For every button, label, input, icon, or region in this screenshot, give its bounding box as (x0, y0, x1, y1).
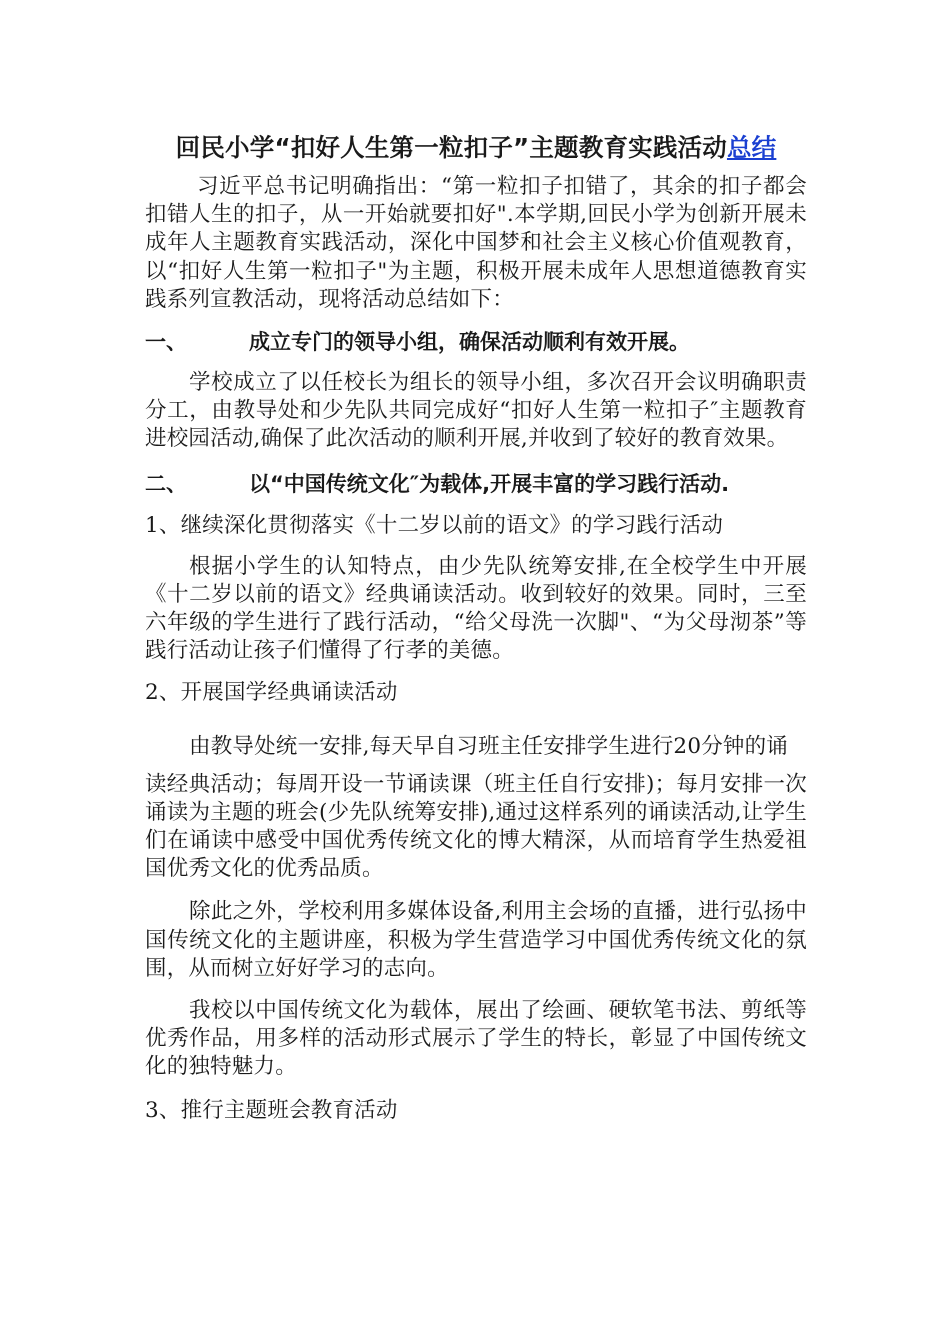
section-1-paragraph: 学校成立了以任校长为组长的领导小组，多次召开会议明确职责分工，由教导处和少先队共同完成好“扣好人生第一粒扣子″主题教育进校园活动,确保了此次活动的顺利开展,并收到了较好的教育效果。 (145, 370, 807, 452)
section-2-heading (145, 470, 807, 498)
title-link[interactable]: 总结 (726, 133, 777, 162)
section-2-title: 以“中国传统文化″为载体,开展丰富的学习践行活动. (249, 471, 730, 496)
subsection-1-heading: 1、继续深化贯彻落实《十二岁以前的语文》的学习践行活动 (145, 512, 724, 538)
document-title (105, 128, 847, 168)
section-2-number: 二、 (145, 471, 187, 496)
section-1-number: 一、 (145, 330, 187, 355)
subsection-2-paragraph-3: 我校以中国传统文化为载体，展出了绘画、硬软笔书法、剪纸等优秀作品，用多样的活动形式展示了学生的特长，彰显了中国传统文化的独特魅力。 (145, 998, 807, 1080)
subsection-3-heading: 3、推行主题班会教育活动 (145, 1097, 398, 1123)
subsection-2-heading: 2、开展国学经典诵读活动 (145, 680, 398, 706)
title-text: 回民小学“扣好人生第一粒扣子”主题教育实践活动 (175, 133, 727, 162)
section-1-title: 成立专门的领导小组，确保活动顺利有效开展。 (249, 330, 690, 355)
subsection-2-paragraph-line1: 由教导处统一安排,每天早自习班主任安排学生进行20分钟的诵 (189, 734, 788, 760)
subsection-2-paragraph: 读经典活动；每周开设一节诵读课（班主任自行安排)；每月安排一次诵读为主题的班会(少先队统筹安排),通过这样系列的诵读活动,让学生们在诵读中感受中国优秀传统文化的博大精深，从而培育学生热爱祖国优秀文化的优秀品质。 (145, 771, 807, 882)
subsection-1-paragraph: 根据小学生的认知特点，由少先队统筹安排,在全校学生中开展《十二岁以前的语文》经典诵读活动。收到较好的效果。同时，三至六年级的学生进行了践行活动，“给父母洗一次脚"、“为父母沏茶”等践行活动让孩子们懂得了行孝的美德。 (145, 553, 807, 664)
intro-paragraph: 习近平总书记明确指出：“第一粒扣子扣错了，其余的扣子都会扣错人生的扣子，从一开始就要扣好".本学期,回民小学为创新开展未成年人主题教育实践活动，深化中国梦和社会主义核心价值观教育，以“扣好人生第一粒扣子"为主题，积极开展未成年人思想道德教育实践系列宣教活动，现将活动总结如下： (145, 174, 807, 312)
section-1-heading (145, 328, 807, 356)
document-page (145, 128, 807, 1125)
subsection-2-paragraph-2: 除此之外，学校利用多媒体设备,利用主会场的直播，进行弘扬中国传统文化的主题讲座，积极为学生营造学习中国优秀传统文化的氛围，从而树立好好学习的志向。 (145, 899, 807, 981)
